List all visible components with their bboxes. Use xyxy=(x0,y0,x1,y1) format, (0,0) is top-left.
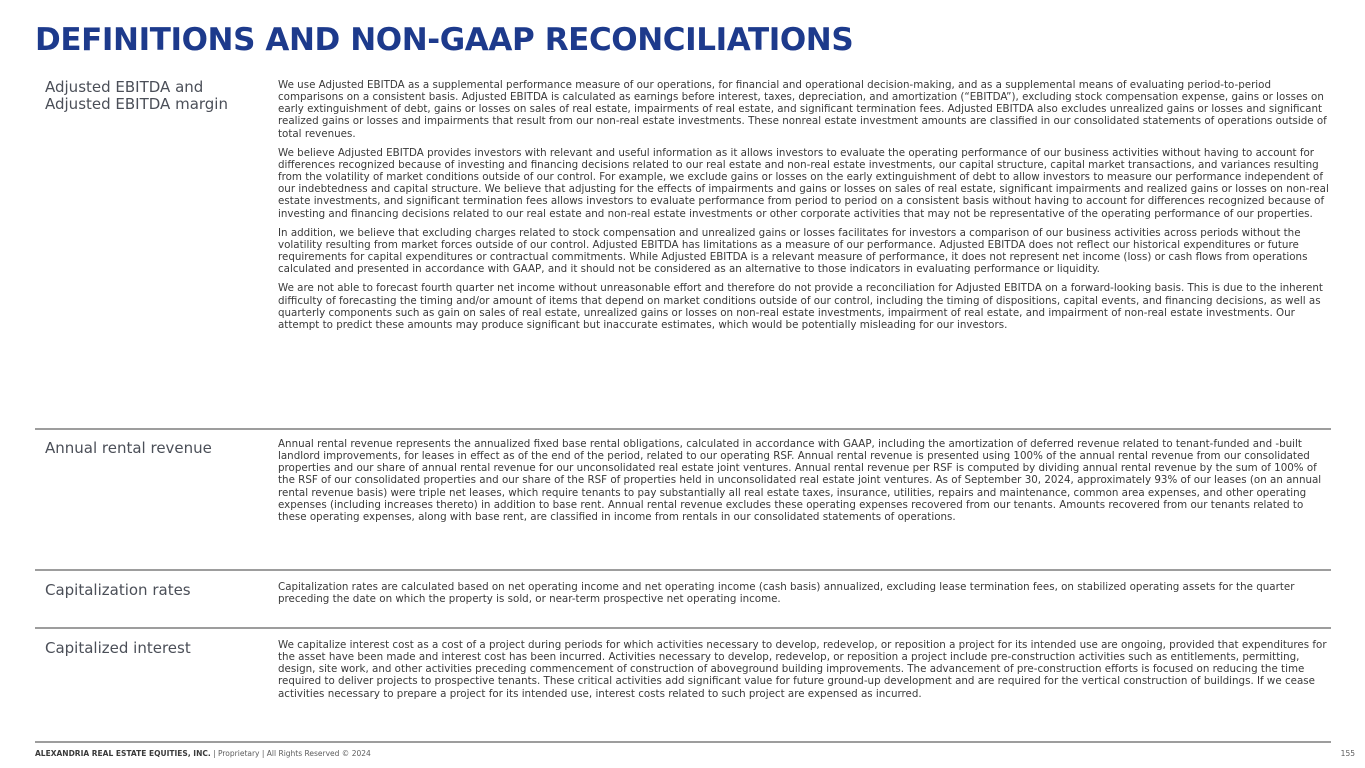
definition-paragraph: We believe Adjusted EBITDA provides investors with relevant and useful information as it allows investors to evaluate the operating performance of our business activities without having to account for differences recognized because of investing and financing decisions related to our real estate and non-real estate investments, our capital structure, capital market transactions, and variances resulting from the volatility of market conditions outside of our control. For example, we exclude gains or losses on the early extinguishment of debt to allow investors to measure our performance independent of our indebtedness and capital structure. We believe that adjusting for the effects of impairments and gains or losses on sales of real estate, significant impairments and realized gains or losses on non-real estate investments, and significant termination fees allows investors to evaluate performance from period to period on a consistent basis without having to account for differences recognized because of investing and financing decisions related to our real estate and non-real estate investments or other corporate activities that may not be representative of the operating performance of our properties. xyxy=(278,146,1329,220)
definition-body xyxy=(278,438,1331,523)
definition-paragraph: We use Adjusted EBITDA as a supplemental performance measure of our operations, for financial and operational decision-making, and as a supplemental means of evaluating period-to-period comparisons on a consistent basis. Adjusted EBITDA is calculated as earnings before interest, taxes, depreciation, and amortization (“EBITDA”), excluding stock compensation expense, gains or losses on early extinguishment of debt, gains or losses on sales of real estate, impairments of real estate, and significant termination fees. Adjusted EBITDA also excludes unrealized gains or losses and significant realized gains or losses and impairments that result from our non-real estate investments. These nonreal estate investment amounts are classified in our consolidated statements of operations outside of total revenues. xyxy=(278,79,1327,140)
definition-paragraph: In addition, we believe that excluding charges related to stock compensation and unrealized gains or losses facilitates for investors a comparison of our business activities across periods without the volatility resulting from market forces outside of our control. Adjusted EBITDA has limitations as a measure of our performance. Adjusted EBITDA does not reflect our historical expenditures or future requirements for capital expenditures or contractual commitments. While Adjusted EBITDA is a relevant measure of performance, it does not represent net income (loss) or cash flows from operations calculated and presented in accordance with GAAP, and it should not be considered as an alternative to those indicators in evaluating performance or liquidity. xyxy=(278,226,1308,276)
footer-rights: All Rights Reserved © 2024 xyxy=(266,749,371,758)
definition-paragraph: Annual rental revenue represents the annualized fixed base rental obligations, calculated in accordance with GAAP, including the amortization of deferred revenue related to tenant-funded and -built landlord improvements, for leases in effect as of the end of the period, related to our operating RSF. Annual rental revenue is presented using 100% of the annual rental revenue from our consolidated properties and our share of annual rental revenue for our unconsolidated real estate joint ventures. Annual rental revenue per RSF is computed by dividing annual rental revenue by the sum of 100% of the RSF of our consolidated properties and our share of the RSF of properties held in unconsolidated real estate joint ventures. As of September 30, 2024, approximately 93% of our leases (on an annual rental revenue basis) were triple net leases, which require tenants to pay substantially all real estate taxes, insurance, utilities, repairs and maintenance, common area expenses, and other operating expenses (including increases thereto) in addition to base rent. Annual rental revenue excludes these operating expenses recovered from our tenants. Amounts recovered from our tenants related to these operating expenses, along with base rent, are classified in income from rentals in our consolidated statements of operations. xyxy=(278,438,1322,523)
footer-legal xyxy=(35,749,371,758)
section-divider xyxy=(35,741,1331,743)
term-label: Capitalized interest xyxy=(45,639,191,657)
section-divider xyxy=(35,569,1331,571)
page-number: 155 xyxy=(1340,749,1355,758)
definition-body xyxy=(278,639,1331,700)
definition-paragraph: We capitalize interest cost as a cost of a project during periods for which activities necessary to develop, redevelop, or reposition a project for its intended use are ongoing, provided that expenditures for the asset have been made and interest cost has been incurred. Activities necessary to develop, redevelop, or reposition a project include pre-construction activities such as entitlements, permitting, design, site work, and other activities preceding commencement of construction of aboveground building improvements. The advancement of pre-construction efforts is focused on reducing the time required to deliver projects to prospective tenants. These critical activities add significant value for future ground-up development and are required for the vertical construction of buildings. If we cease activities necessary to prepare a project for its intended use, interest costs related to such project are expensed as incurred. xyxy=(278,639,1327,700)
term-label: Adjusted EBITDA and Adjusted EBITDA margin xyxy=(45,78,228,113)
definition-body xyxy=(278,581,1331,605)
term-label: Capitalization rates xyxy=(45,581,191,599)
section-adjusted-ebitda xyxy=(35,79,1331,414)
section-capitalized-interest xyxy=(35,639,1331,739)
section-divider xyxy=(35,428,1331,430)
footer-proprietary: Proprietary xyxy=(218,749,260,758)
definition-body xyxy=(278,79,1331,331)
page-title: DEFINITIONS AND NON-GAAP RECONCILIATIONS xyxy=(35,22,854,58)
definition-paragraph: We are not able to forecast fourth quarter net income without unreasonable effort and therefore do not provide a reconciliation for Adjusted EBITDA on a forward-looking basis. This is due to the inherent difficulty of forecasting the timing and/or amount of items that depend on market conditions outside of our control, including the timing of dispositions, capital events, and financing decisions, as well as quarterly components such as gain on sales of real estate, unrealized gains or losses on non-real estate investments, impairment of real estate, and impairment of non-real estate investments. Our attempt to predict these amounts may produce significant but inaccurate estimates, which would be potentially misleading for our investors. xyxy=(278,282,1323,331)
footer-company: ALEXANDRIA REAL ESTATE EQUITIES, INC. xyxy=(35,749,211,758)
section-capitalization-rates xyxy=(35,581,1331,621)
footer-separator: | xyxy=(259,749,267,758)
footer-separator: | xyxy=(210,749,218,758)
definition-paragraph: Capitalization rates are calculated based on net operating income and net operating income (cash basis) annualized, excluding lease termination fees, on stabilized operating assets for the quarter preceding the date on which the property is sold, or near-term prospective net operating income. xyxy=(278,581,1295,606)
section-divider xyxy=(35,627,1331,629)
term-label: Annual rental revenue xyxy=(45,439,212,457)
section-annual-rental-revenue xyxy=(35,438,1331,558)
